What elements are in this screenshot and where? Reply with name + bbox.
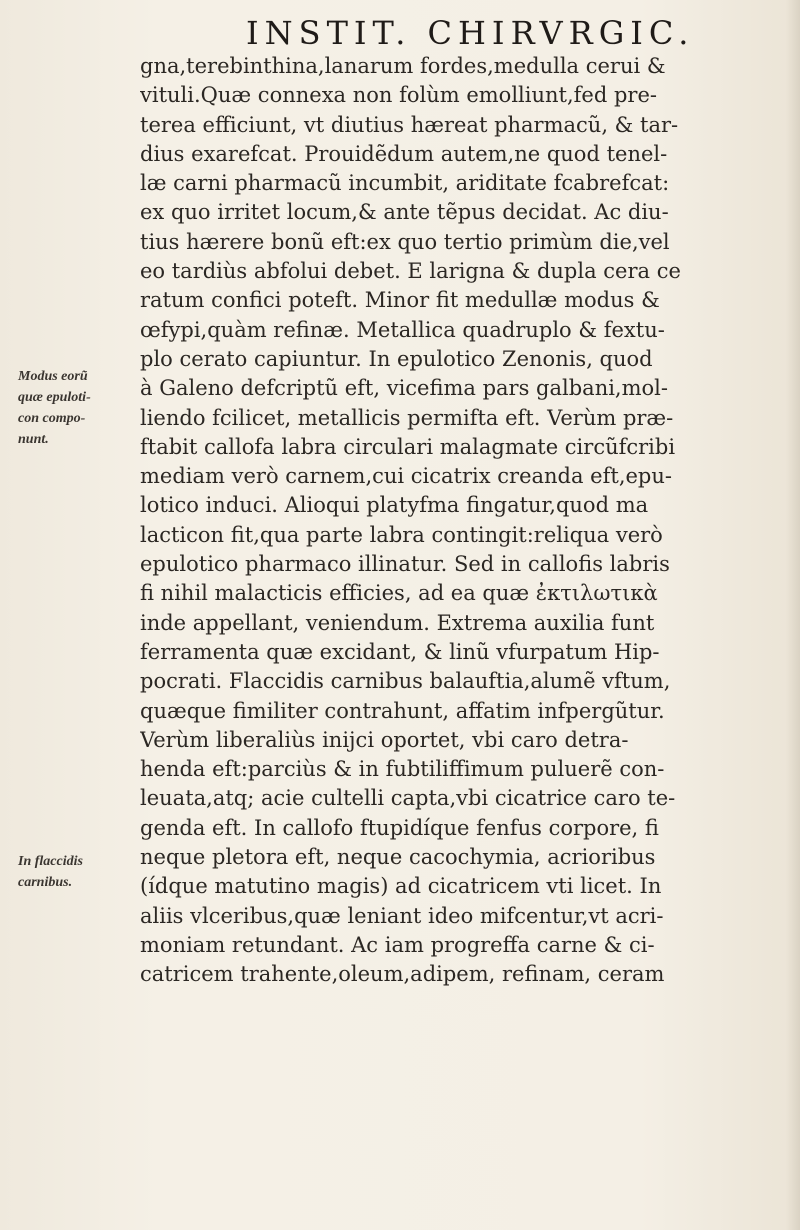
marginal-note-line: carnibus. xyxy=(18,875,73,890)
marginal-note xyxy=(18,366,91,450)
text-line: leuata,atq; acie cultelli capta,vbi cicatrice caro te- xyxy=(140,786,676,811)
text-line: dius exarefcat. Prouidẽdum autem,ne quod tenel- xyxy=(140,141,668,166)
text-line: Verùm liberaliùs inijci oportet, vbi caro detra- xyxy=(140,727,629,752)
text-line: liendo fcilicet, metallicis permifta eft. Verùm præ- xyxy=(140,405,674,430)
text-line: à Galeno defcriptũ eft, vicefima pars galbani,mol- xyxy=(140,376,668,401)
text-line: henda eft:parciùs & in fubtiliffimum puluerẽ con- xyxy=(140,757,665,782)
marginal-note-line: Modus eorũ xyxy=(18,369,88,384)
text-line: ferramenta quæ excidant, & linũ vfurpatum Hip- xyxy=(140,639,660,664)
text-line: vituli.Quæ connexa non folùm emolliunt,fed pre- xyxy=(140,83,657,108)
text-line: mediam verò carnem,cui cicatrix creanda eft,epu- xyxy=(140,464,672,489)
text-line: ratum confici poteft. Minor fit medullæ modus & xyxy=(140,288,660,313)
main-text-column xyxy=(140,52,795,990)
running-title: INSTIT. CHIRVRGIC. xyxy=(246,14,695,52)
text-line: gna,terebinthina,lanarum fordes,medulla cerui & xyxy=(140,54,666,78)
text-line: genda eft. In callofo ftupidíque fenfus corpore, fi xyxy=(140,815,659,840)
text-line: ex quo irritet locum,& ante tẽpus decidat. Ac diu- xyxy=(140,200,669,225)
text-line: lotico induci. Alioqui platyfma fingatur,quod ma xyxy=(140,493,649,518)
text-line: quæque fimiliter contrahunt, affatim infpergũtur. xyxy=(140,698,665,723)
text-line: pocrati. Flaccidis carnibus balauftia,alumẽ vftum, xyxy=(140,669,671,694)
text-line: tius hærere bonũ eft:ex quo tertio primùm die,vel xyxy=(140,229,670,254)
text-line: epulotico pharmaco illinatur. Sed in callofis labris xyxy=(140,552,670,577)
text-line: œfypi,quàm refinæ. Metallica quadruplo & fextu- xyxy=(140,317,665,342)
text-line: inde appellant, veniendum. Extrema auxilia funt xyxy=(140,610,655,635)
marginal-note-line: In flaccidis xyxy=(18,854,83,869)
text-line: aliis vlceribus,quæ leniant ideo mifcentur,vt acri- xyxy=(140,903,664,928)
text-line: neque pletora eft, neque cacochymia, acrioribus xyxy=(140,845,656,870)
marginal-note-line: quæ epuloti- xyxy=(18,390,91,405)
text-line: (ídque matutino magis) ad cicatricem vti licet. In xyxy=(140,874,662,899)
text-line: plo cerato capiuntur. In epulotico Zenonis, quod xyxy=(140,346,653,371)
text-line: terea efficiunt, vt diutius hæreat pharmacũ, & tar- xyxy=(140,112,679,137)
marginal-note-line: con compo- xyxy=(18,411,86,426)
text-line: læ carni pharmacũ incumbit, ariditate fcabrefcat: xyxy=(140,171,670,196)
text-line: fi nihil malacticis efficies, ad ea quæ ἐκτιλωτικὰ xyxy=(140,581,658,606)
text-line: moniam retundant. Ac iam progreffa carne & ci- xyxy=(140,932,655,957)
text-line: lacticon fit,qua parte labra contingit:reliqua verò xyxy=(140,522,663,547)
text-line: ftabit callofa labra circulari malagmate circũfcribi xyxy=(140,434,676,459)
text-line: eo tardiùs abfolui debet. E larigna & dupla cera ce xyxy=(140,259,681,284)
marginal-note-line: nunt. xyxy=(18,432,49,447)
text-line: catricem trahente,oleum,adipem, refinam, ceram xyxy=(140,962,665,987)
marginal-note xyxy=(18,851,83,893)
